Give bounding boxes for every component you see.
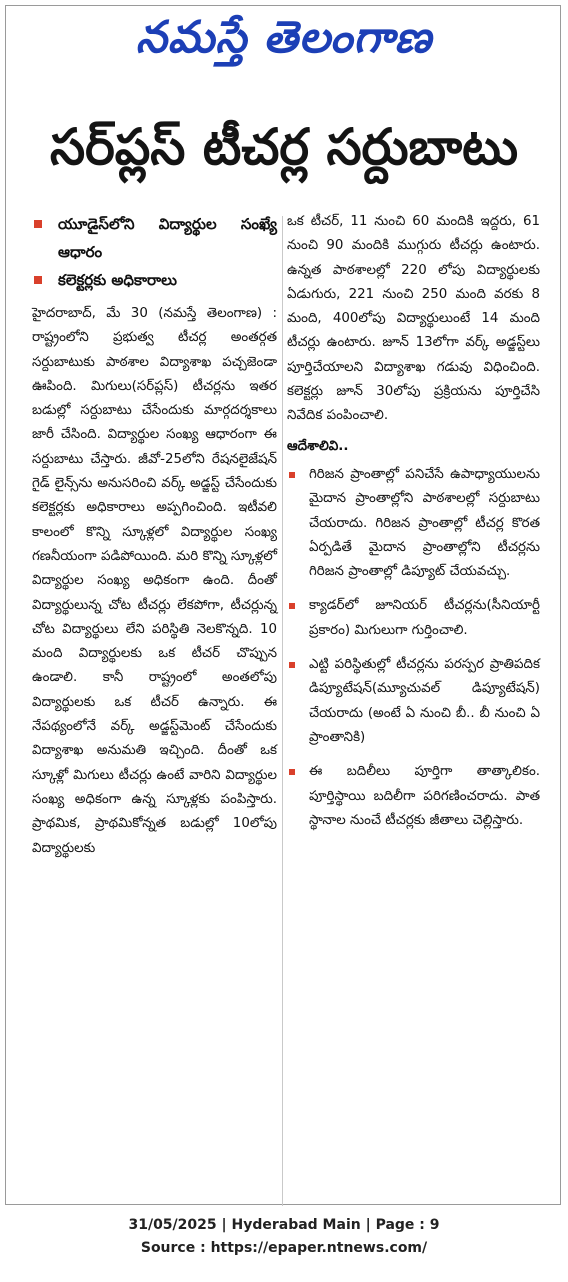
orders-list <box>287 463 540 833</box>
footer-source: Source : https://epaper.ntnews.com/ <box>140 1240 428 1256</box>
order-item <box>287 653 540 750</box>
highlight-item <box>32 210 277 266</box>
bullet-icon <box>289 603 295 609</box>
article-body-right: ఒక టీచర్, 11 నుంచి 60 మందికి ఇద్దరు, 61 నుంచి 90 మందికి ముగ్గురు టీచర్లు ఉంటారు. ఉన్నత పాఠశాలల్లో 220 లోపు విద్యార్థులకు ఏడుగురు, 221 నుంచి 250 మంది వరకు 8 మంది, 400లోపు విద్యార్థులుంటే 14 మంది టీచర్లు ఉంటారు. జూన్ 13లోగా వర్క్ అడ్జస్ట్‌లు పూర్తిచేయాలని విద్యాశాఖ గడువు విధించింది. కలెక్టర్లు జూన్ 30లోపు ప్రక్రియను పూర్తిచేసి నివేదిక పంపించాలి. <box>287 214 540 424</box>
highlight-item <box>32 266 277 294</box>
footer-date-edition: 31/05/2025 | Hyderabad Main | Page : 9 <box>128 1217 440 1233</box>
bullet-icon <box>289 769 295 775</box>
order-text: గిరిజన ప్రాంతాల్లో పనిచేసే ఉపాధ్యాయులను మైదాన ప్రాంతాల్లోని పాఠశాలల్లో సర్దుబాటు చేయరాదు. గిరిజన ప్రాంతాల్లో టీచర్ల కొరత ఏర్పడితే మైదాన ప్రాంతాల్లోని టీచర్లను గిరిజన ప్రాంతాల్లో డిప్యూట్ చేయవచ్చు. <box>309 466 540 580</box>
order-item <box>287 463 540 584</box>
bullet-icon <box>34 220 42 228</box>
article-headline: సర్‌ప్లస్ టీచర్ల సర్దుబాటు <box>49 118 518 176</box>
orders-heading: ఆదేశాలివి.. <box>287 438 349 454</box>
article-column-left <box>32 210 277 861</box>
order-text: ఈ బదిలీలు పూర్తిగా తాత్కాలికం. పూర్తిస్థాయి బదిలీగా పరిగణించరాదు. పాత స్థానాల నుంచే టీచర్లకు జీతాలు చెల్లిస్తారు. <box>309 764 540 828</box>
highlight-text: కలెక్టర్లకు అధికారాలు <box>58 271 177 289</box>
order-text: క్యాడర్‌లో జూనియర్ టీచర్లను(సీనియార్టీ ప్రకారం) మిగులుగా గుర్తించాలి. <box>309 598 540 638</box>
highlight-text: యూడైస్‌లోని విద్యార్థుల సంఖ్యే ఆధారం <box>58 215 277 261</box>
order-item <box>287 760 540 833</box>
bullet-icon <box>289 472 295 478</box>
highlight-list <box>32 210 277 294</box>
bullet-icon <box>289 662 295 668</box>
bullet-icon <box>34 276 42 284</box>
column-divider <box>282 216 283 1206</box>
newspaper-masthead: నమస్తే తెలంగాణ <box>135 12 433 63</box>
order-item <box>287 594 540 643</box>
order-text: ఎట్టి పరిస్థితుల్లో టీచర్లను పరస్పర ప్రాతిపదిక డిప్యూటేషన్(మ్యూచువల్ డిప్యూటేషన్) చేయరాదు (అంటే ఏ నుంచి బీ.. బీ నుంచి ఏ ప్రాంతానికి) <box>309 657 540 745</box>
article-column-right <box>287 210 540 843</box>
article-body-left: హైదరాబాద్, మే 30 (నమస్తే తెలంగాణ) : రాష్ట్రంలోని ప్రభుత్వ టీచర్ల అంతర్గత సర్దుబాటుకు పాఠశాల విద్యాశాఖ పచ్చజెండా ఊపింది. మిగులు(సర్‌ప్లస్) టీచర్లను ఇతర బడుల్లో సర్దుబాటు చేసేందుకు మార్గదర్శకాలు జారీ చేసింది. విద్యార్థుల సంఖ్య ఆధారంగా ఈ సర్దుబాటు చేస్తారు. జీవో-25లోని రేషనలైజేషన్ గైడ్ లైన్స్‌ను అనుసరించి వర్క్ అడ్జస్ట్ చేసేందుకు కలెక్టర్లకు అధికారాలు అప్పగించింది. ఇటీవలి కాలంలో కొన్ని స్కూళ్లలో విద్యార్థుల సంఖ్య గణనీయంగా పడిపోయింది. మరి కొన్ని స్కూళ్లలో విద్యార్థుల సంఖ్య అధికంగా ఉంది. దీంతో విద్యార్థులున్న చోట టీచర్లు లేకపోగా, టీచర్లున్న చోట విద్యార్థులు లేని పరిస్థితి నెలకొన్నది. 10 మంది విద్యార్థులకు ఒక టీచర్ చొప్పున ఉండాలి. కానీ రాష్ట్రంలో అంతలోపు విద్యార్థులకు ఒక టీచర్ ఉన్నారు. ఈ నేపథ్యంలోనే వర్క్ అడ్జస్ట్‌మెంట్ చేసేందుకు విద్యాశాఖ అనుమతి ఇచ్చింది. దీంతో ఒక స్కూళ్లో మిగులు టీచర్లు ఉంటే వారిని విద్యార్థుల సంఖ్య అధికంగా ఉన్న స్కూళ్లకు పంపిస్తారు. ప్రాథమిక, ప్రాథమికోన్నత బడుల్లో 10లోపు విద్యార్థులకు <box>32 306 277 856</box>
